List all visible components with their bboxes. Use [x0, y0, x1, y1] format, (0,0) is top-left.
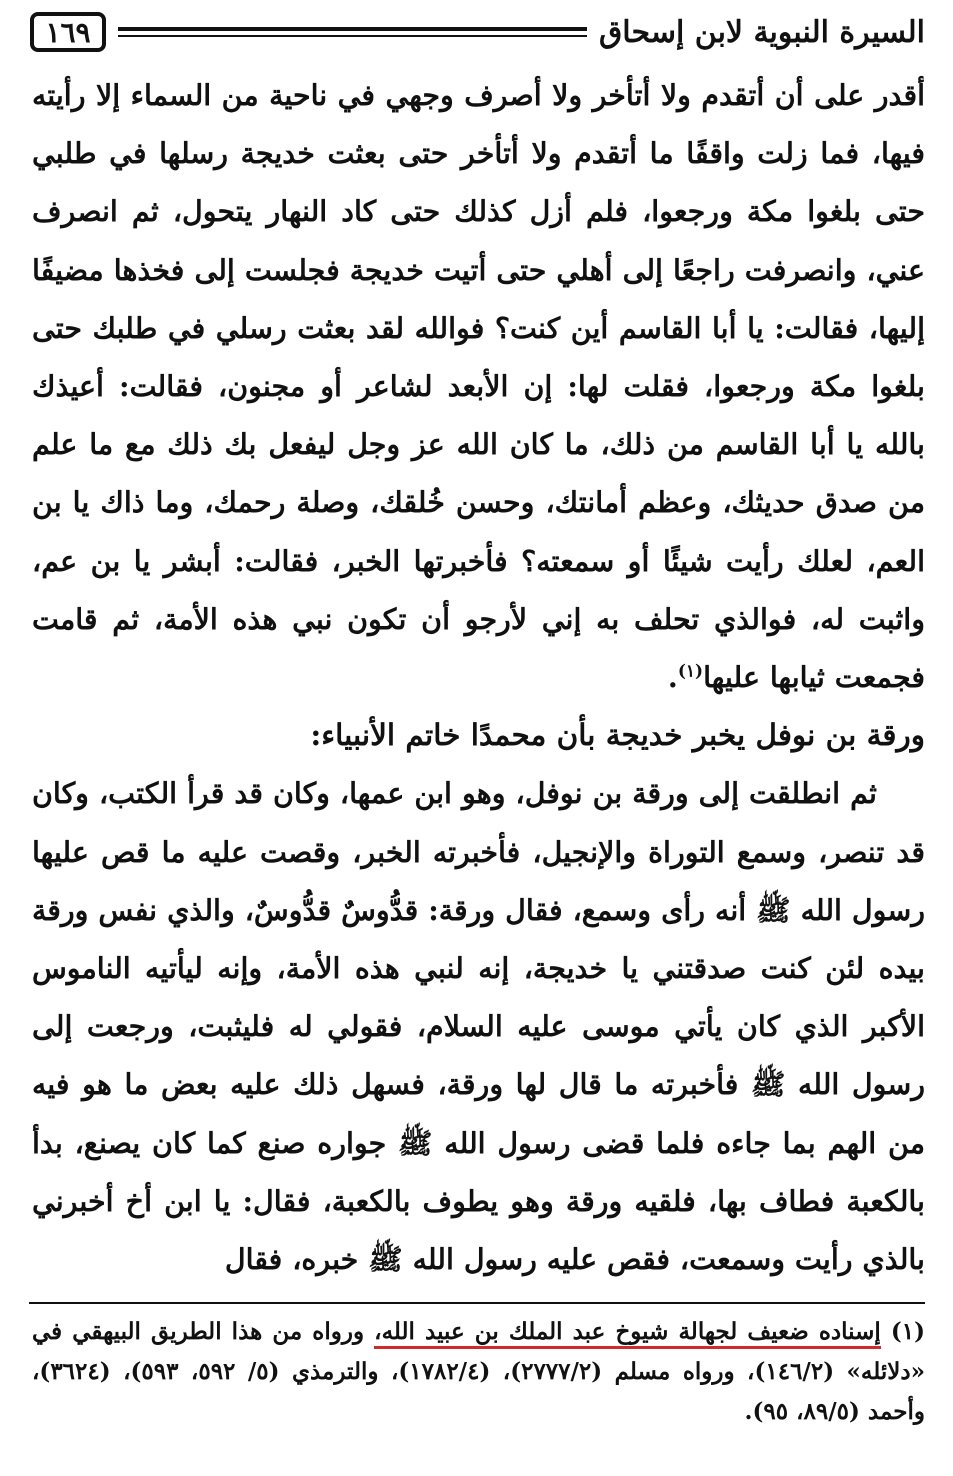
footnote-separator	[29, 1302, 925, 1304]
footnotes	[32, 1312, 925, 1432]
footnote-marker[interactable]: (١)	[677, 661, 704, 682]
page-number-box	[30, 12, 106, 52]
paragraph-1	[32, 66, 925, 706]
paragraph-1-text: أقدر على أن أتقدم ولا أتأخر ولا أصرف وجهي في ناحية من السماء إلا رأيته فيها، فما زلت واقفًا ما أتقدم ولا أتأخر حتى بعثت خديجة رسلها في طلبي حتى بلغوا مكة ورجعوا، فلم أزل كذلك حتى كاد النهار يتحول، ثم انصرف عني، وانصرفت راجعًا إلى أهلي حتى أتيت خديجة فجلست إلى فخذها مضيفًا إليها، فقالت: يا أبا القاسم أين كنت؟ فوالله لقد بعثت رسلي في طلبك حتى بلغوا مكة ورجعوا، فقلت لها: إن الأبعد لشاعر أو مجنون، فقالت: أعيذك بالله يا أبا القاسم من ذلك، ما كان الله عز وجل ليفعل بك ذلك مع ما علم من صدق حديثك، وعظم أمانتك، وحسن خُلقك، وصلة رحمك، وما ذاك يا بن العم، لعلك رأيت شيئًا أو سمعته؟ فأخبرتها الخبر، فقالت: أبشر يا بن عم، واثبت له، فوالذي تحلف به إني لأرجو أن تكون نبي هذه الأمة، ثم قامت فجمعت ثيابها عليها	[32, 78, 925, 695]
body-text	[32, 66, 925, 1288]
footnote-number: (١)	[890, 1318, 926, 1345]
footnote-1	[32, 1312, 925, 1432]
page-header	[30, 4, 925, 60]
footnote-rest: ورواه من هذا الطريق البيهقي في «دلائله» (١٤٦/٢)، ورواه مسلم (٢٧٧٧/٢)، (١٧٨٢/٤)، والترمذي (٥/ ٥٩٢، ٥٩٣)، (٣٦٢٤)، وأحمد (٨٩/٥، ٩٥).	[32, 1318, 925, 1425]
paragraph-2: ثم انطلقت إلى ورقة بن نوفل، وهو ابن عمها، وكان قد قرأ الكتب، وكان قد تنصر، وسمع التوراة والإنجيل، فأخبرته الخبر، وقصت عليه ما قص عليها رسول الله ﷺ أنه رأى وسمع، فقال ورقة: قدُّوسٌ قدُّوسٌ، والذي نفس ورقة بيده لئن كنت صدقتني يا خديجة، إنه لنبي هذه الأمة، وإنه ليأتيه الناموس الأكبر الذي كان يأتي موسى عليه السلام، فقولي له فليثبت، ورجعت إلى رسول الله ﷺ فأخبرته ما قال لها ورقة، فسهل ذلك عليه بعض ما هو فيه من الهم بما جاءه فلما قضى رسول الله ﷺ جواره صنع كما كان يصنع، بدأ بالكعبة فطاف بها، فلقيه ورقة وهو يطوف بالكعبة، فقال: يا ابن أخ أخبرني بالذي رأيت وسمعت، فقص عليه رسول الله ﷺ خبره، فقال	[32, 776, 925, 1277]
header-rule	[118, 27, 587, 37]
page-number: ١٦٩	[45, 15, 91, 49]
footnote-underlined-text: إسناده ضعيف لجهالة شيوخ عبد الملك بن عبيد الله،	[374, 1318, 881, 1349]
running-title: السيرة النبوية لابن إسحاق	[599, 14, 925, 50]
section-heading: ورقة بن نوفل يخبر خديجة بأن محمدًا خاتم الأنبياء:	[310, 717, 925, 753]
paragraph-1-end: .	[667, 660, 678, 695]
